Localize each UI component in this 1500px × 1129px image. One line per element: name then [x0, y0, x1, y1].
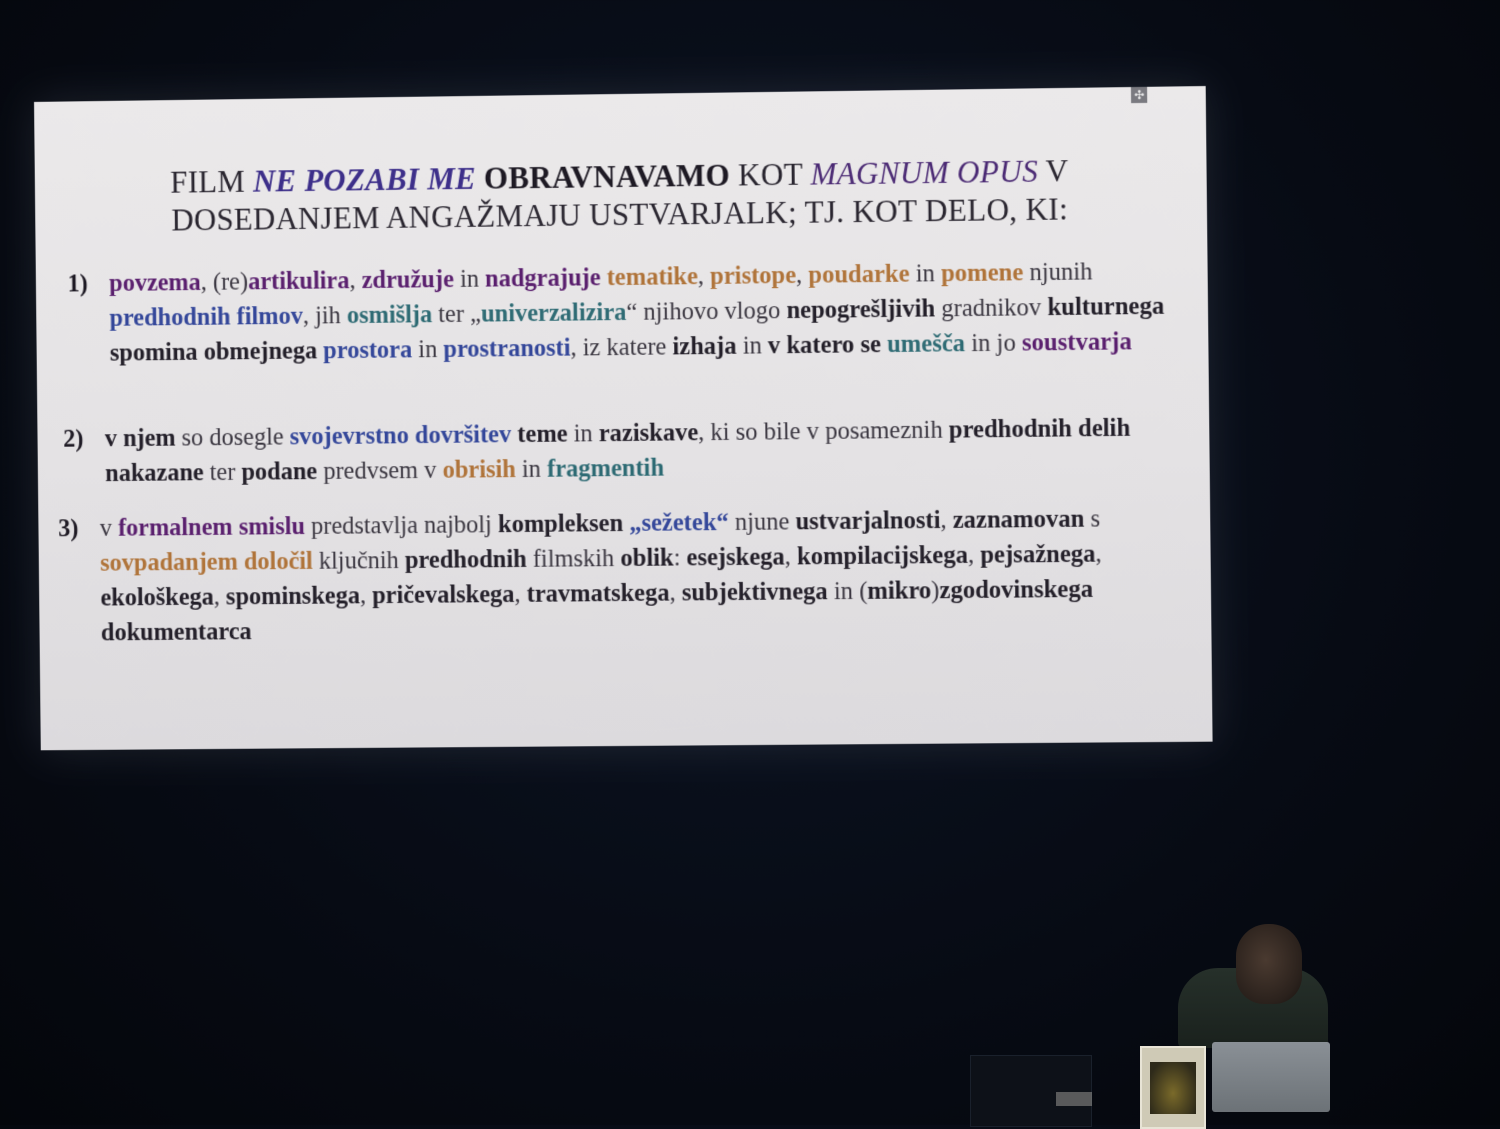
book-cover — [1150, 1062, 1196, 1114]
text: , — [514, 580, 527, 608]
slide-title — [94, 151, 1146, 240]
term: povzema — [109, 269, 201, 297]
term: predhodnih delih nakazane — [105, 414, 1131, 488]
text: in — [453, 265, 486, 293]
term: pričevalskega — [371, 580, 515, 610]
speaker-head — [1236, 924, 1302, 1004]
text: so dosegle — [175, 423, 290, 452]
term: spominskega — [225, 582, 361, 611]
term: v katero se — [767, 331, 882, 360]
text: , jih — [302, 302, 347, 330]
projection-screen — [34, 86, 1213, 750]
term: „sežetek“ — [629, 508, 729, 537]
term: raziskave — [598, 419, 699, 448]
fullscreen-exit-icon[interactable]: ✣ — [1131, 87, 1147, 103]
title-text: V DOSEDANJEM ANGAŽMAJU USTVARJALK; TJ. KOT DELO, KI: — [171, 153, 1069, 238]
term: podane — [241, 458, 318, 486]
paper-sheet — [1056, 1092, 1092, 1106]
text: in jo — [964, 329, 1023, 358]
term: teme — [517, 420, 568, 449]
text: “ njihovo vlogo — [626, 297, 787, 326]
item-text — [109, 253, 1178, 370]
text: : — [673, 544, 687, 572]
term: tematike — [606, 263, 699, 292]
text: ) — [931, 577, 940, 605]
text: ključnih — [312, 547, 406, 575]
term: formalnem smislu — [117, 513, 306, 542]
text: filmskih — [526, 545, 621, 573]
text: , (re) — [200, 268, 249, 296]
title-text: FILM — [170, 163, 254, 200]
item-text — [100, 501, 1139, 650]
term: artikulira — [247, 267, 350, 296]
term: esejskega — [686, 543, 785, 572]
text: , iz katere — [570, 333, 673, 362]
lectern — [970, 1055, 1092, 1127]
text: gradnikov — [934, 294, 1048, 323]
term: oblik — [620, 544, 674, 573]
text: in — [515, 455, 548, 484]
item-number: 1) — [67, 270, 88, 298]
text: , ki so bile v posameznih — [698, 416, 950, 447]
text: in — [412, 335, 444, 364]
text: , — [669, 579, 682, 607]
term: v njem — [104, 424, 176, 453]
term: kompilacijskega — [796, 541, 969, 571]
text: , — [1095, 540, 1102, 568]
term: predhodnih — [404, 545, 527, 574]
text: , — [784, 543, 798, 571]
title-magnum-opus: MAGNUM OPUS — [810, 153, 1039, 192]
text: s — [1084, 505, 1101, 533]
term: soustvarja — [1021, 328, 1132, 357]
text: , — [697, 262, 711, 291]
title-emphasis: OBRAVNAVAMO — [483, 157, 731, 196]
text: , — [213, 583, 227, 611]
term: zaznamovan — [952, 505, 1085, 534]
text: in — [567, 420, 600, 448]
text: in ( — [827, 577, 868, 606]
book — [1140, 1046, 1206, 1129]
text: predvsem v — [317, 456, 443, 485]
text: v — [99, 514, 119, 542]
item-number: 3) — [58, 515, 79, 543]
term: nadgrajuje — [484, 264, 601, 293]
term: fragmentih — [546, 454, 665, 483]
term: pristope — [710, 261, 797, 290]
term: travmatskega — [526, 579, 670, 608]
text: in — [909, 260, 942, 288]
term: prostranosti — [443, 334, 571, 363]
item-number: 2) — [63, 425, 84, 453]
term: prostora — [323, 336, 413, 365]
term: sovpadanjem določil — [100, 547, 313, 577]
text: , — [795, 261, 809, 289]
term: združuje — [361, 265, 455, 295]
term: umešča — [886, 330, 966, 359]
term: obrisih — [442, 456, 516, 484]
list-item — [67, 253, 1178, 371]
film-title: NE POZABI ME — [252, 160, 477, 199]
text: , — [349, 267, 362, 295]
term: svojevrstno dovršitev — [289, 421, 512, 451]
text: , — [967, 541, 981, 569]
text: ter — [203, 458, 242, 487]
term: mikro — [867, 577, 932, 605]
title-text: KOT — [729, 156, 811, 193]
text: ter „ — [432, 300, 482, 329]
term: osmišlja — [346, 301, 433, 330]
text: njunih — [1023, 258, 1093, 287]
text: njune — [728, 508, 796, 536]
text: in — [736, 332, 769, 360]
term: poudarke — [808, 260, 910, 289]
term: kompleksen — [497, 509, 624, 539]
term: univerzalizira — [480, 298, 627, 328]
text: , — [940, 506, 953, 535]
term: zgodovinskega dokumentarca — [100, 575, 1094, 647]
list-item — [58, 501, 1139, 651]
term: pomene — [940, 259, 1024, 288]
item-text — [105, 411, 1144, 492]
text: predstavlja najbolj — [304, 511, 499, 540]
list-item — [63, 411, 1143, 492]
term: predhodnih filmov — [109, 302, 303, 332]
term: pejsažnega — [980, 540, 1096, 569]
term: subjektivnega — [681, 578, 828, 607]
term: kulturnega spomina obmejnega — [109, 292, 1165, 367]
term: izhaja — [672, 332, 737, 361]
term: ekološkega — [100, 583, 214, 612]
text: , — [359, 582, 373, 610]
term: ustvarjalnosti — [795, 506, 941, 536]
term: nepogrešljivih — [786, 295, 936, 325]
laptop — [1212, 1042, 1330, 1112]
